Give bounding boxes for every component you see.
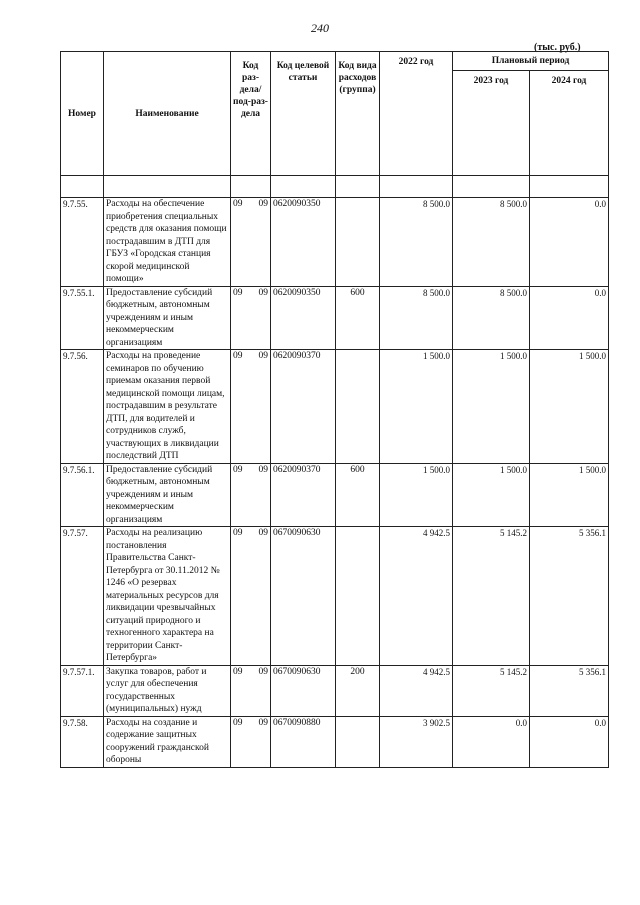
row-number: 9.7.57.: [61, 527, 104, 666]
row-value-2024: 5 356.1: [530, 665, 609, 716]
header-plan-period: Плановый период: [453, 52, 609, 71]
table-header: [61, 52, 609, 198]
row-expense-kind: 600: [336, 463, 380, 527]
header-2024: 2024 год: [530, 71, 609, 176]
header-name: Наименование: [104, 52, 231, 176]
table-row: [61, 350, 609, 464]
units-label: (тыс. руб.): [534, 42, 581, 53]
row-section: 09: [233, 717, 243, 728]
row-name: Расходы на реализацию постановления Правительства Санкт-Петербурга от 30.11.2012 № 1246 «О резервах материальных ресурсов для ликвидации чрезвычайных ситуаций природного и техногенного характера на территории Санкт-Петербурга»: [104, 527, 231, 666]
header-spacer-row: [61, 176, 609, 198]
row-number: 9.7.56.1.: [61, 463, 104, 527]
row-section-code: [231, 716, 271, 767]
row-value-2024: 0.0: [530, 198, 609, 287]
row-expense-kind: 600: [336, 286, 380, 350]
row-expense-kind: 200: [336, 665, 380, 716]
row-target-code: 0620090370: [271, 463, 336, 527]
row-section-code: [231, 198, 271, 287]
table-row: [61, 463, 609, 527]
row-number: 9.7.55.1.: [61, 286, 104, 350]
table-row: [61, 286, 609, 350]
header-section-code: Код раз-дела/ под-раз-дела: [231, 52, 271, 176]
row-target-code: 0670090630: [271, 527, 336, 666]
row-subsection: 09: [258, 287, 268, 298]
table-row: [61, 716, 609, 767]
row-value-2024: 0.0: [530, 716, 609, 767]
row-expense-kind: [336, 198, 380, 287]
row-name: Предоставление субсидий бюджетным, автономным учреждениям и иным некоммерческим организациям: [104, 286, 231, 350]
row-name: Расходы на обеспечение приобретения специальных средств для оказания помощи пострадавшим в ДТП для ГБУЗ «Городская станция скорой медицинской помощи»: [104, 198, 231, 287]
row-section-code: [231, 527, 271, 666]
table-row: [61, 527, 609, 666]
row-expense-kind: [336, 350, 380, 464]
row-value-2022: 4 942.5: [380, 527, 453, 666]
row-value-2023: 1 500.0: [453, 350, 530, 464]
row-subsection: 09: [258, 717, 268, 728]
row-section-code: [231, 350, 271, 464]
row-name: Расходы на проведение семинаров по обучению приемам оказания первой медицинской помощи лицам, пострадавшим в результате ДТП, для водителей и сотрудников служб, участвующих в ликвидации последствий ДТП: [104, 350, 231, 464]
page-number: 240: [311, 21, 329, 35]
row-value-2024: 1 500.0: [530, 350, 609, 464]
row-target-code: 0620090350: [271, 286, 336, 350]
row-value-2023: 5 145.2: [453, 527, 530, 666]
row-number: 9.7.57.1.: [61, 665, 104, 716]
row-section: 09: [233, 666, 243, 677]
row-name: Закупка товаров, работ и услуг для обеспечения государственных (муниципальных) нужд: [104, 665, 231, 716]
table-row: [61, 198, 609, 287]
row-value-2022: 8 500.0: [380, 286, 453, 350]
header-2023: 2023 год: [453, 71, 530, 176]
row-number: 9.7.56.: [61, 350, 104, 464]
row-target-code: 0620090370: [271, 350, 336, 464]
row-value-2022: 3 902.5: [380, 716, 453, 767]
row-expense-kind: [336, 527, 380, 666]
row-number: 9.7.55.: [61, 198, 104, 287]
row-section: 09: [233, 464, 243, 475]
row-expense-kind: [336, 716, 380, 767]
row-subsection: 09: [258, 199, 268, 209]
row-target-code: 0620090350: [271, 198, 336, 287]
row-section-code: [231, 463, 271, 527]
table-body: [61, 198, 609, 768]
row-value-2023: 8 500.0: [453, 286, 530, 350]
row-section: 09: [233, 351, 243, 361]
row-value-2023: 5 145.2: [453, 665, 530, 716]
row-section: 09: [233, 287, 243, 298]
row-value-2022: 4 942.5: [380, 665, 453, 716]
row-number: 9.7.58.: [61, 716, 104, 767]
row-value-2022: 1 500.0: [380, 463, 453, 527]
row-section-code: [231, 665, 271, 716]
row-value-2022: 1 500.0: [380, 350, 453, 464]
header-target-code: Код целевой статьи: [271, 52, 336, 176]
header-number: Номер: [61, 52, 104, 176]
row-subsection: 09: [258, 464, 268, 475]
row-section: 09: [233, 528, 243, 538]
row-value-2024: 1 500.0: [530, 463, 609, 527]
row-value-2024: 0.0: [530, 286, 609, 350]
row-section: 09: [233, 199, 243, 209]
row-target-code: 0670090880: [271, 716, 336, 767]
row-target-code: 0670090630: [271, 665, 336, 716]
row-value-2023: 1 500.0: [453, 463, 530, 527]
row-name: Расходы на создание и содержание защитных сооружений гражданской обороны: [104, 716, 231, 767]
table-row: [61, 665, 609, 716]
row-name: Предоставление субсидий бюджетным, автономным учреждениям и иным некоммерческим организациям: [104, 463, 231, 527]
row-subsection: 09: [258, 351, 268, 361]
budget-table: [60, 51, 609, 768]
row-value-2022: 8 500.0: [380, 198, 453, 287]
row-value-2024: 5 356.1: [530, 527, 609, 666]
row-value-2023: 0.0: [453, 716, 530, 767]
row-subsection: 09: [258, 528, 268, 538]
header-2022: 2022 год: [380, 52, 453, 176]
row-subsection: 09: [258, 666, 268, 677]
header-expense-kind: Код вида расходов (группа): [336, 52, 380, 176]
row-section-code: [231, 286, 271, 350]
row-value-2023: 8 500.0: [453, 198, 530, 287]
